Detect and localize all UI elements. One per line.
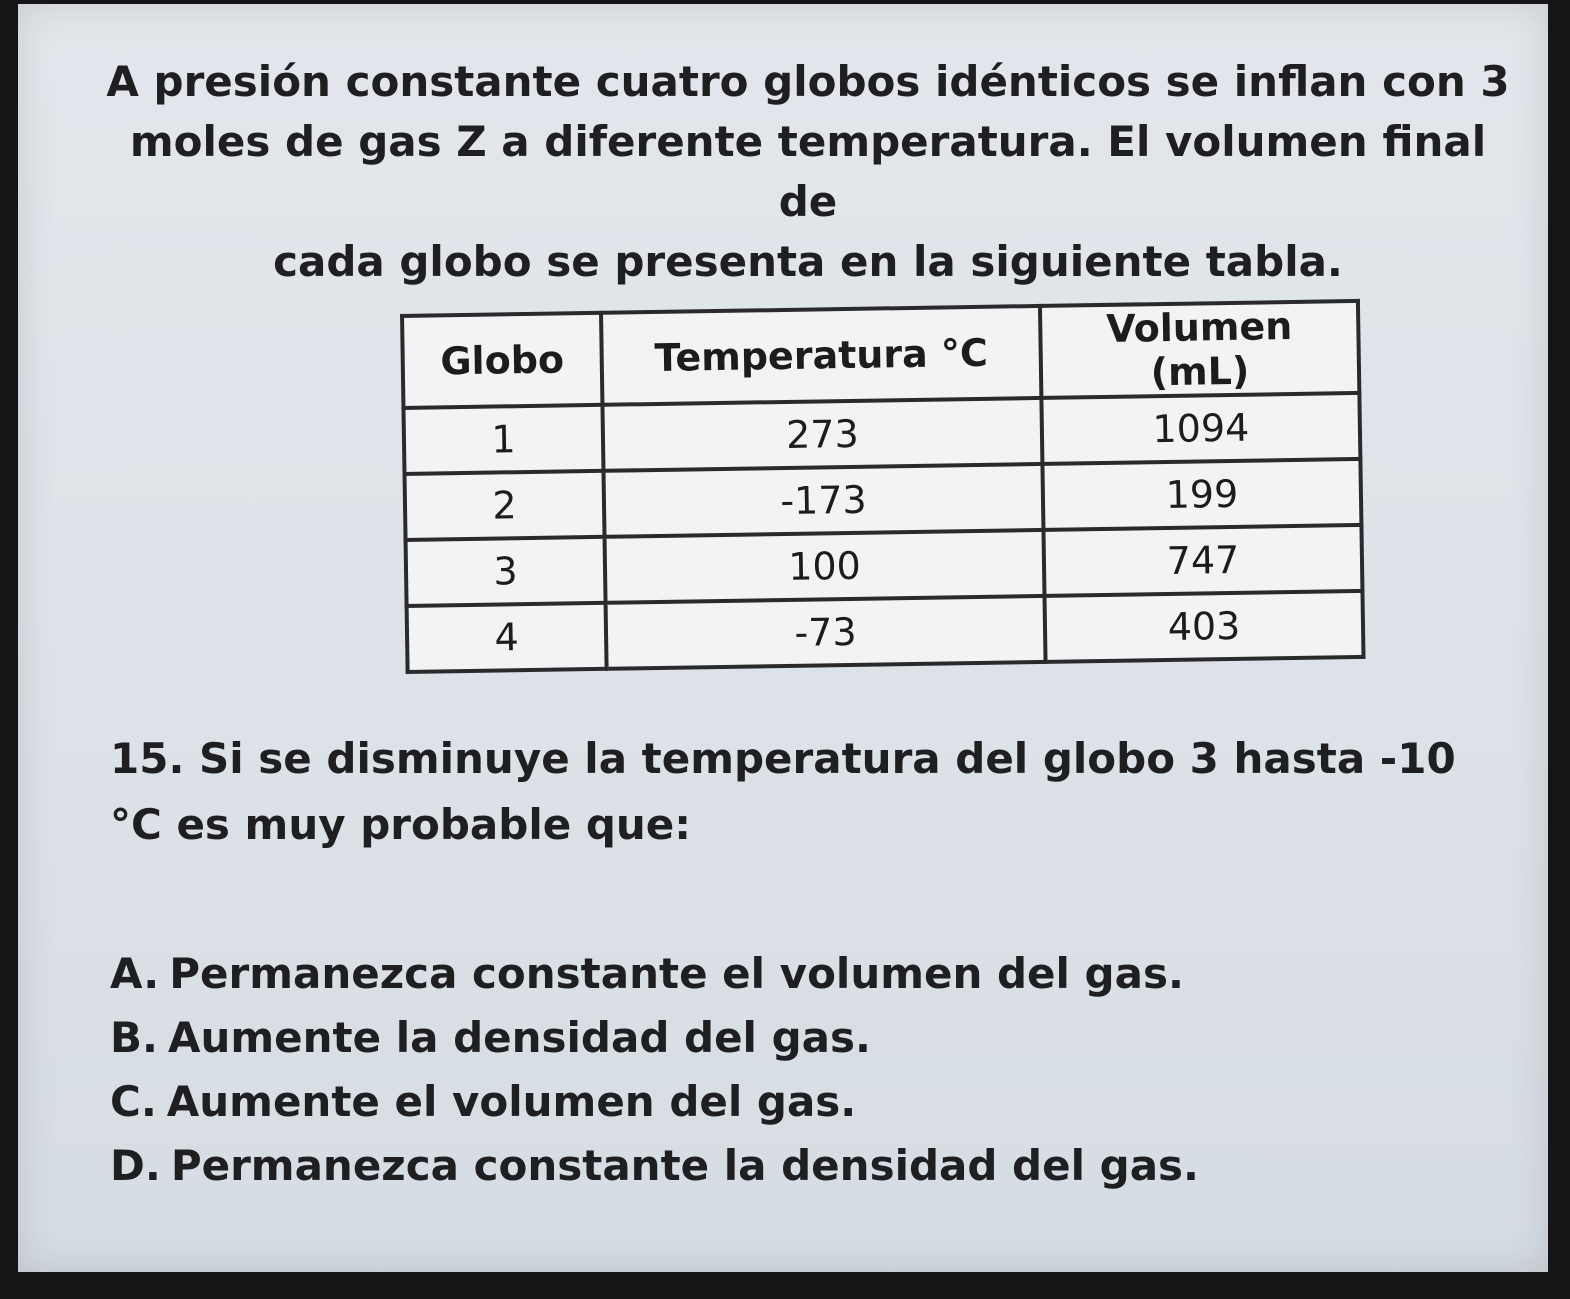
option-c[interactable] xyxy=(110,1070,1490,1134)
cell-temperatura: 100 xyxy=(605,530,1045,603)
question-text xyxy=(110,726,1490,858)
option-text: Aumente la densidad del gas. xyxy=(167,1013,871,1062)
question-line-2: °C es muy probable que: xyxy=(110,800,692,849)
option-letter: B. xyxy=(110,1013,158,1062)
cell-globo: 2 xyxy=(405,471,605,540)
intro-paragraph xyxy=(98,52,1518,292)
intro-line-2: moles de gas Z a diferente temperatura. El volumen final de xyxy=(129,117,1487,226)
question-line-1: 15. Si se disminuye la temperatura del globo 3 hasta -10 xyxy=(110,734,1456,783)
cell-volumen: 747 xyxy=(1043,525,1362,596)
cell-temperatura: 273 xyxy=(602,398,1042,471)
option-text: Aumente el volumen del gas. xyxy=(166,1077,857,1126)
slide xyxy=(18,4,1548,1272)
balloon-table xyxy=(400,299,1366,674)
cell-volumen: 199 xyxy=(1042,459,1361,530)
option-letter: D. xyxy=(110,1141,161,1190)
table-row xyxy=(407,591,1364,672)
header-globo: Globo xyxy=(402,313,602,408)
answer-options xyxy=(110,942,1490,1198)
intro-line-1: A presión constante cuatro globos idénticos se inflan con 3 xyxy=(106,57,1510,106)
cell-temperatura: -73 xyxy=(606,596,1046,669)
table-header-row xyxy=(402,301,1359,408)
cell-globo: 3 xyxy=(406,537,606,606)
intro-line-3: cada globo se presenta en la siguiente tabla. xyxy=(273,237,1343,286)
option-text: Permanezca constante la densidad del gas. xyxy=(170,1141,1199,1190)
option-letter: A. xyxy=(110,949,160,998)
cell-volumen: 1094 xyxy=(1041,393,1360,464)
option-b[interactable] xyxy=(110,1006,1490,1070)
cell-volumen: 403 xyxy=(1045,591,1364,662)
option-text: Permanezca constante el volumen del gas. xyxy=(169,949,1184,998)
option-d[interactable] xyxy=(110,1134,1490,1198)
header-temperatura: Temperatura °C xyxy=(601,306,1041,405)
cell-temperatura: -173 xyxy=(603,464,1043,537)
cell-globo: 4 xyxy=(407,603,607,672)
option-letter: C. xyxy=(110,1077,157,1126)
header-volumen: Volumen (mL) xyxy=(1040,301,1359,398)
cell-globo: 1 xyxy=(403,405,603,474)
option-a[interactable] xyxy=(110,942,1490,1006)
